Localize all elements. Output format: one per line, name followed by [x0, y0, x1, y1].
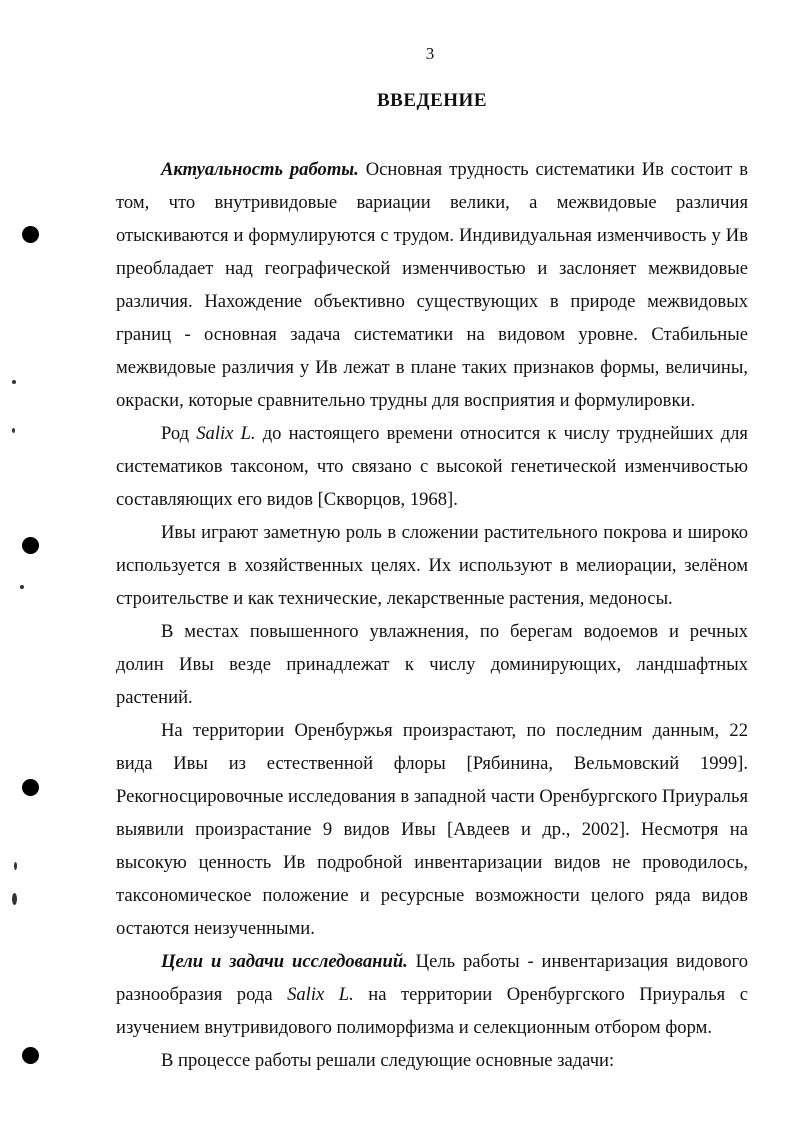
paragraph-relevance: Актуальность работы. Основная трудность систематики Ив состоит в том, что внутривидовые вариации велики, а межвидовые различия отыскиваются и формулируются с трудом. Индивидуальная изменчивость у Ив преобладает над географической изменчивостью и заслоняет межвидовые различия. Нахождение объективно существующих в природе межвидовых границ - основная задача систематики на видовом уровне. Стабильные межвидовые различия у Ив лежат в плане таких признаков формы, величины, окраски, которые сравнительно трудны для восприятия и формулировки. [116, 159, 748, 411]
scan-speck [12, 380, 16, 384]
taxon-name: Salix L. [196, 423, 256, 444]
document-body [116, 153, 748, 1077]
paragraph-lead: Цели и задачи исследований. [161, 951, 408, 972]
paragraph-orenburg: На территории Оренбуржья произрастают, по последним данным, 22 вида Ивы из естественной флоры [Рябинина, Вельмовский 1999]. Рекогносцировочные исследования в западной части Оренбургского Приуралья выявили произрастание 9 видов Ивы [Авдеев и др., 2002]. Несмотря на высокую ценность Ив подробной инвентаризации видов не проводилось, таксономическое положение и ресурсные возможности целого ряда видов остаются неизученными. [116, 720, 748, 939]
paragraph-uses: Ивы играют заметную роль в сложении растительного покрова и широко используется в хозяйственных целях. Их используют в мелиорации, зелёном строительстве и как технические, лекарственные растения, медоносы. [116, 522, 748, 609]
scan-speck [12, 428, 15, 433]
paragraph-lead: Актуальность работы. [161, 159, 359, 180]
paragraph-salix-genus: Род Salix L. до настоящего времени относится к числу труднейших для систематиков таксоном, что связано с высокой генетической изменчивостью составляющих его видов [Скворцов, 1968]. [116, 423, 748, 510]
binder-hole [22, 779, 39, 796]
binder-hole [22, 537, 39, 554]
paragraph-tasks: В процессе работы решали следующие основные задачи: [161, 1050, 615, 1071]
page-number: 3 [425, 44, 435, 63]
scan-speck [14, 862, 17, 870]
binder-hole [22, 226, 39, 243]
paragraph-goals: Цели и задачи исследований. Цель работы - инвентаризация видового разнообразия рода Salix L. на территории Оренбургского Приуралья с изучением внутривидового полиморфизма и селекционным отбором форм. [116, 951, 748, 1038]
binder-hole [22, 1047, 39, 1064]
scan-speck [20, 585, 24, 589]
taxon-name: Salix L. [287, 984, 354, 1005]
section-heading: ВВЕДЕНИЕ [377, 90, 487, 111]
paragraph-habitats: В местах повышенного увлажнения, по берегам водоемов и речных долин Ивы везде принадлежат к числу доминирующих, ландшафтных растений. [116, 621, 748, 708]
scan-speck [12, 893, 17, 905]
